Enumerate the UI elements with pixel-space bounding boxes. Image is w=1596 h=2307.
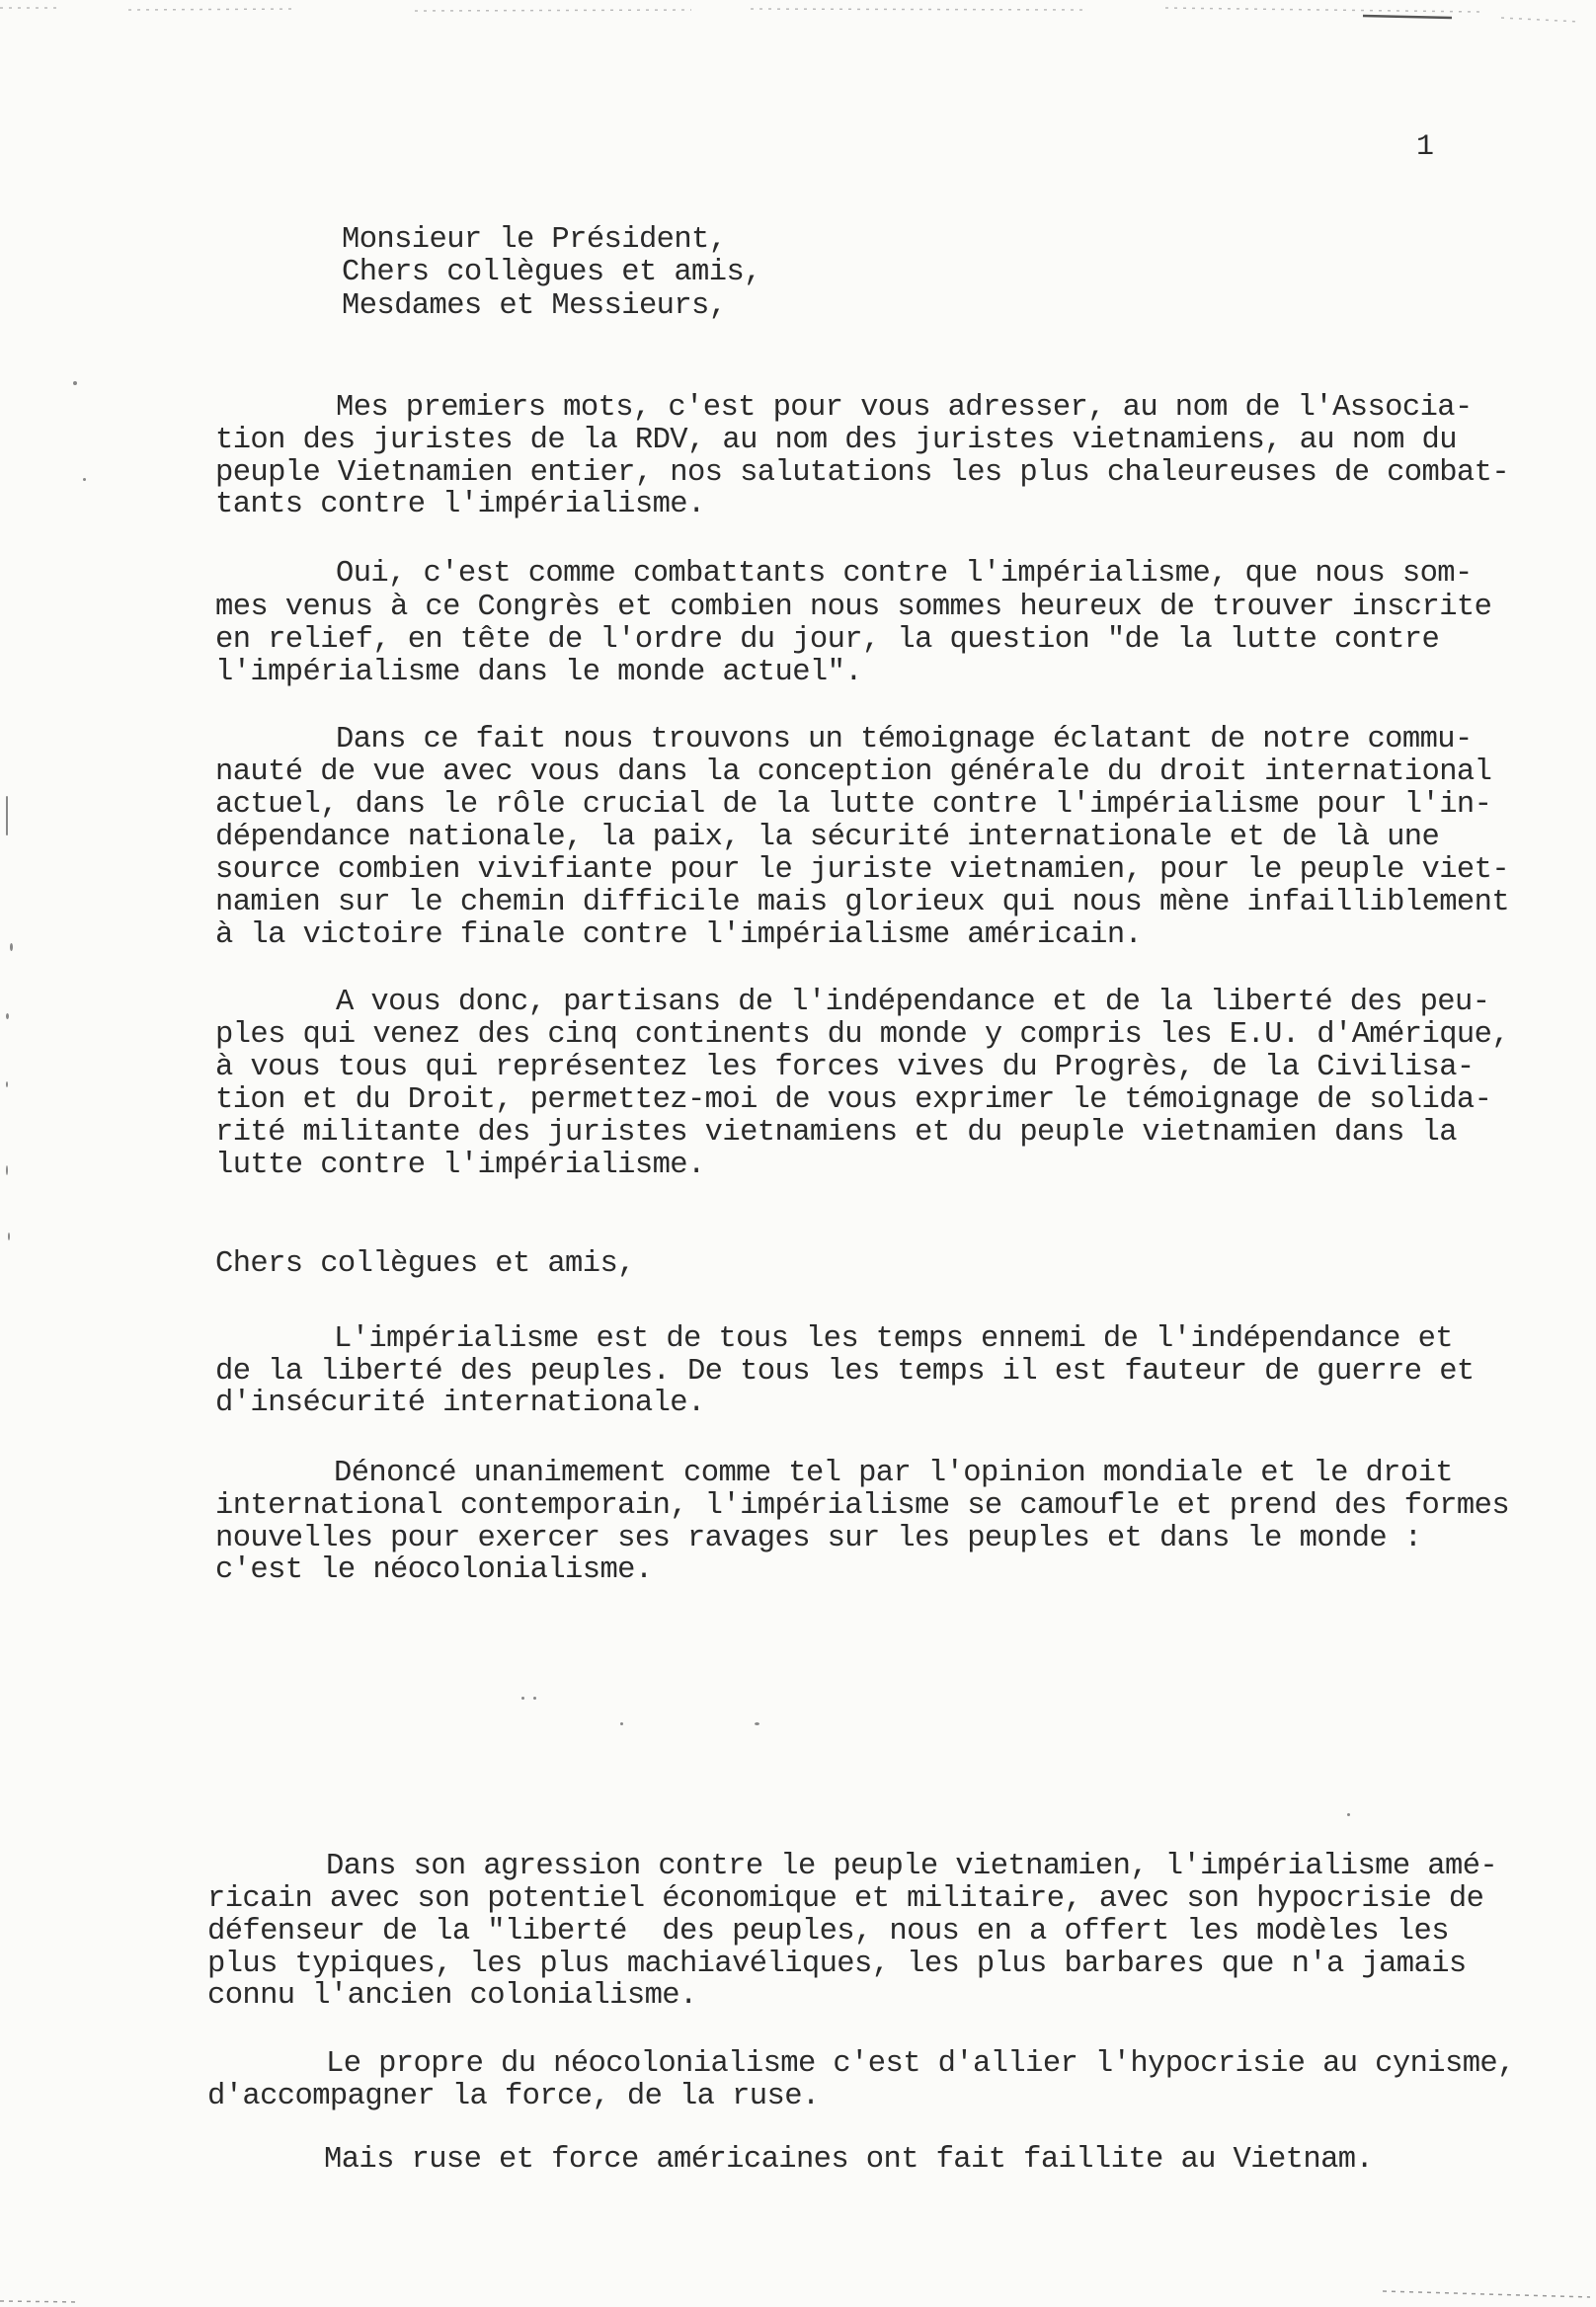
paragraph-4-line: à vous tous qui représentez les forces vives du Progrès, de la Civilisa- [215,1051,1475,1084]
scan-noise-top [0,0,1596,30]
scan-speck [73,381,77,385]
paragraph-5-line: d'insécurité internationale. [215,1387,705,1420]
scan-speck [8,1233,10,1240]
scan-speck [1347,1813,1350,1816]
scan-speck [6,1165,8,1175]
paragraph-4-line: ples qui venez des cinq continents du monde y compris les E.U. d'Amérique, [215,1018,1510,1052]
paragraph-8-line: Le propre du néocolonialisme c'est d'allier l'hypocrisie au cynisme, [326,2047,1515,2081]
salutation-line: Chers collègues et amis, [342,256,761,289]
paragraph-6-line: nouvelles pour exercer ses ravages sur les peuples et dans le monde : [215,1522,1422,1555]
paragraph-5-line: de la liberté des peuples. De tous les temps il est fauteur de guerre et [215,1355,1475,1389]
salutation-line: Monsieur le Président, [342,223,727,257]
paragraph-9-line: Mais ruse et force américaines ont fait faillite au Vietnam. [324,2143,1374,2177]
scan-speck [10,943,13,951]
paragraph-1-line: peuple Vietnamien entier, nos salutations les plus chaleureuses de combat- [215,456,1510,490]
page-number: 1 [1416,130,1434,164]
paragraph-3-line: source combien vivifiante pour le juriste vietnamien, pour le peuple viet- [215,853,1510,887]
scan-speck [83,478,86,481]
paragraph-6-line: Dénoncé unanimement comme tel par l'opinion mondiale et le droit [334,1457,1453,1490]
salutation-line: Mesdames et Messieurs, [342,289,727,323]
paragraph-3-line: Dans ce fait nous trouvons un témoignage éclatant de notre commu- [336,723,1473,756]
paragraph-4-line: tion et du Droit, permettez-moi de vous exprimer le témoignage de solida- [215,1083,1492,1117]
paragraph-3-line: à la victoire finale contre l'impérialisme américain. [215,918,1143,952]
paragraph-3-line: actuel, dans le rôle crucial de la lutte contre l'impérialisme pour l'in- [215,788,1492,822]
scan-speck [6,1013,9,1019]
paragraph-4-line: lutte contre l'impérialisme. [215,1149,705,1182]
salutation-2: Chers collègues et amis, [215,1247,635,1281]
scan-noise-bottom [0,2271,1596,2307]
paragraph-8-line: d'accompagner la force, de la ruse. [207,2080,820,2113]
scan-speck [6,796,8,835]
paragraph-3-line: namien sur le chemin difficile mais glorieux qui nous mène infailliblement [215,886,1510,919]
paragraph-6-line: international contemporain, l'impérialisme se camoufle et prend des formes [215,1489,1510,1523]
scan-speck [755,1722,759,1725]
paragraph-7-line: défenseur de la "liberté des peuples, nous en a offert les modèles les [207,1915,1449,1949]
paragraph-4-line: rité militante des juristes vietnamiens et du peuple vietnamien dans la [215,1116,1457,1150]
scan-speck [533,1697,536,1700]
paragraph-2-line: mes venus à ce Congrès et combien nous sommes heureux de trouver inscrite [215,591,1492,624]
paragraph-7-line: plus typiques, les plus machiavéliques, les plus barbares que n'a jamais [207,1948,1467,1981]
paragraph-6-line: c'est le néocolonialisme. [215,1553,653,1587]
paragraph-5-line: L'impérialisme est de tous les temps ennemi de l'indépendance et [334,1322,1453,1356]
paragraph-4-line: A vous donc, partisans de l'indépendance et de la liberté des peu- [336,986,1490,1019]
paragraph-3-line: nauté de vue avec vous dans la conception générale du droit international [215,756,1492,789]
paragraph-7-line: connu l'ancien colonialisme. [207,1979,697,2013]
paragraph-2-line: l'impérialisme dans le monde actuel". [215,656,863,689]
paragraph-2-line: Oui, c'est comme combattants contre l'impérialisme, que nous som- [336,557,1473,591]
paragraph-1-line: tion des juristes de la RDV, au nom des juristes vietnamiens, au nom du [215,424,1457,457]
paragraph-1-line: Mes premiers mots, c'est pour vous adresser, au nom de l'Associa- [336,391,1473,425]
scan-speck [620,1722,623,1725]
paragraph-3-line: dépendance nationale, la paix, la sécurité internationale et de là une [215,821,1440,854]
paragraph-1-line: tants contre l'impérialisme. [215,488,705,521]
scan-speck [6,1081,8,1087]
scan-speck [521,1697,524,1700]
paragraph-2-line: en relief, en tête de l'ordre du jour, la question "de la lutte contre [215,623,1440,657]
paragraph-7-line: Dans son agression contre le peuple vietnamien, l'impérialisme amé- [326,1850,1498,1883]
paragraph-7-line: ricain avec son potentiel économique et militaire, avec son hypocrisie de [207,1882,1484,1916]
